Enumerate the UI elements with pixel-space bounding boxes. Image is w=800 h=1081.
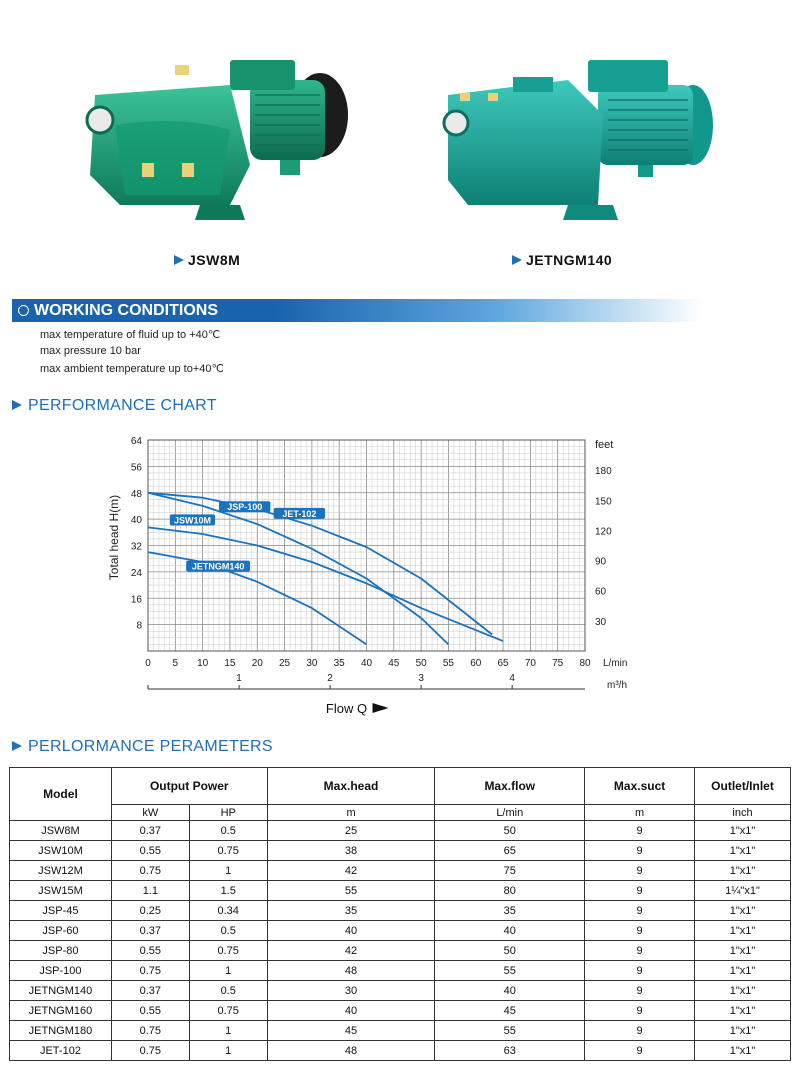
table-cell-model: JSP-80 bbox=[10, 941, 112, 961]
table-cell: 9 bbox=[585, 901, 695, 921]
table-cell: 0.75 bbox=[189, 1001, 267, 1021]
x-tick-label: 50 bbox=[415, 658, 427, 669]
x2-tick-label: 2 bbox=[327, 673, 333, 684]
unit-hp: HP bbox=[189, 805, 267, 821]
table-cell: 80 bbox=[435, 881, 585, 901]
y-tick-label: 24 bbox=[130, 567, 142, 579]
unit-kw: kW bbox=[111, 805, 189, 821]
table-cell: 0.75 bbox=[111, 1021, 189, 1041]
x-tick-label: 65 bbox=[497, 658, 509, 669]
triangle-bullet-icon bbox=[12, 741, 22, 751]
y2-tick-label: 60 bbox=[595, 586, 607, 598]
table-cell-model: JSW15M bbox=[10, 881, 112, 901]
table-cell: 9 bbox=[585, 881, 695, 901]
table-cell: 0.75 bbox=[189, 941, 267, 961]
table-cell: 0.55 bbox=[111, 841, 189, 861]
working-condition-line: max temperature of fluid up to +40℃ bbox=[40, 329, 221, 341]
table-cell: 0.25 bbox=[111, 901, 189, 921]
x-tick-label: 0 bbox=[145, 658, 151, 669]
table-cell: 1 bbox=[189, 1021, 267, 1041]
series-label: JETNGM140 bbox=[191, 561, 245, 572]
table-row bbox=[10, 1021, 791, 1041]
table-row bbox=[10, 861, 791, 881]
table-cell: 1 bbox=[189, 861, 267, 881]
table-cell: 1¼"x1" bbox=[695, 881, 791, 901]
unit-outlet: inch bbox=[695, 805, 791, 821]
x-tick-label: 55 bbox=[442, 658, 454, 669]
series-label: JSW10M bbox=[173, 515, 211, 526]
table-cell: 40 bbox=[267, 1001, 435, 1021]
table-cell-model: JSP-60 bbox=[10, 921, 112, 941]
table-cell: 9 bbox=[585, 861, 695, 881]
table-cell: 45 bbox=[435, 1001, 585, 1021]
y-tick-label: 40 bbox=[130, 515, 142, 527]
y-tick-label: 16 bbox=[130, 594, 142, 606]
arrow-icon bbox=[373, 703, 389, 713]
header-outlet-inlet: Outlet/Inlet bbox=[695, 768, 791, 805]
unit-suct: m bbox=[585, 805, 695, 821]
x-tick-label: 80 bbox=[579, 658, 591, 669]
table-cell: 9 bbox=[585, 981, 695, 1001]
y2-tick-label: 120 bbox=[595, 526, 612, 538]
product-image-jsw8m bbox=[80, 55, 365, 230]
table-cell: 40 bbox=[267, 921, 435, 941]
table-cell: 55 bbox=[435, 961, 585, 981]
table-cell: 55 bbox=[267, 881, 435, 901]
y-tick-label: 32 bbox=[130, 541, 142, 553]
performance-parameters-table bbox=[9, 767, 791, 1061]
performance-chart-heading: PERFORMANCE CHART bbox=[12, 397, 217, 415]
table-cell: 1"x1" bbox=[695, 1021, 791, 1041]
product-label-jetngm140: JETNGM140 bbox=[512, 252, 612, 268]
table-row bbox=[10, 881, 791, 901]
table-cell: 9 bbox=[585, 941, 695, 961]
table-cell-model: JSW12M bbox=[10, 861, 112, 881]
header-model: Model bbox=[10, 768, 112, 821]
table-cell: 50 bbox=[435, 821, 585, 841]
table-cell: 0.37 bbox=[111, 921, 189, 941]
table-row bbox=[10, 841, 791, 861]
table-cell-model: JSP-100 bbox=[10, 961, 112, 981]
x-tick-label: 70 bbox=[524, 658, 536, 669]
table-row bbox=[10, 941, 791, 961]
table-cell: 1"x1" bbox=[695, 961, 791, 981]
table-cell: 0.34 bbox=[189, 901, 267, 921]
table-cell: 35 bbox=[435, 901, 585, 921]
table-row bbox=[10, 1001, 791, 1021]
x-tick-label: 10 bbox=[197, 658, 209, 669]
working-condition-line: max ambient temperature up to+40℃ bbox=[40, 363, 224, 375]
product-image-jetngm140 bbox=[438, 55, 718, 230]
header-max-head: Max.head bbox=[267, 768, 435, 805]
header-max-suct: Max.suct bbox=[585, 768, 695, 805]
x-tick-label: 60 bbox=[470, 658, 482, 669]
parameters-heading: PERLORMANCE PERAMETERS bbox=[12, 738, 273, 756]
table-cell: 75 bbox=[435, 861, 585, 881]
triangle-bullet-icon bbox=[512, 255, 522, 265]
table-cell: 25 bbox=[267, 821, 435, 841]
table-cell: 1"x1" bbox=[695, 1001, 791, 1021]
table-cell-model: JETNGM140 bbox=[10, 981, 112, 1001]
table-cell: 1"x1" bbox=[695, 841, 791, 861]
x2-tick-label: 3 bbox=[418, 673, 424, 684]
y-axis-label: Total head H(m) bbox=[107, 494, 121, 581]
table-cell-model: JETNGM160 bbox=[10, 1001, 112, 1021]
y-tick-label: 56 bbox=[130, 462, 142, 474]
working-condition-line: max pressure 10 bar bbox=[40, 345, 141, 357]
y2-tick-label: 90 bbox=[595, 556, 607, 568]
table-cell: 45 bbox=[267, 1021, 435, 1041]
table-cell: 65 bbox=[435, 841, 585, 861]
table-cell: 48 bbox=[267, 961, 435, 981]
product-label-jsw8m: JSW8M bbox=[174, 252, 240, 268]
working-conditions-title: WORKING CONDITIONS bbox=[34, 302, 218, 319]
x-tick-label: 35 bbox=[333, 658, 345, 669]
unit-head: m bbox=[267, 805, 435, 821]
y-tick-label: 48 bbox=[130, 488, 142, 500]
y2-tick-label: 180 bbox=[595, 466, 612, 478]
table-row bbox=[10, 901, 791, 921]
table-cell: 42 bbox=[267, 861, 435, 881]
y2-tick-label: 30 bbox=[595, 616, 607, 628]
x-tick-label: 30 bbox=[306, 658, 318, 669]
x-unit-label: L/min bbox=[603, 658, 628, 669]
table-cell-model: JSW10M bbox=[10, 841, 112, 861]
table-cell: 40 bbox=[435, 921, 585, 941]
table-row bbox=[10, 961, 791, 981]
table-cell: 0.5 bbox=[189, 921, 267, 941]
table-cell: 1.5 bbox=[189, 881, 267, 901]
series-label: JET-102 bbox=[282, 508, 317, 519]
table-cell: 0.37 bbox=[111, 821, 189, 841]
x2-tick-label: 4 bbox=[509, 673, 515, 684]
table-cell: 0.75 bbox=[111, 861, 189, 881]
table-cell: 0.5 bbox=[189, 821, 267, 841]
table-cell: 48 bbox=[267, 1041, 435, 1061]
table-cell: 55 bbox=[435, 1021, 585, 1041]
x-tick-label: 5 bbox=[172, 658, 179, 669]
table-cell: 9 bbox=[585, 1001, 695, 1021]
unit-flow: L/min bbox=[435, 805, 585, 821]
table-cell: 38 bbox=[267, 841, 435, 861]
y-tick-label: 8 bbox=[136, 620, 142, 632]
table-cell: 1"x1" bbox=[695, 981, 791, 1001]
triangle-bullet-icon bbox=[174, 255, 184, 265]
table-cell: 35 bbox=[267, 901, 435, 921]
x-axis-label: Flow Q bbox=[325, 701, 368, 716]
table-cell: 1 bbox=[189, 961, 267, 981]
table-cell: 1 bbox=[189, 1041, 267, 1061]
table-cell-model: JETNGM180 bbox=[10, 1021, 112, 1041]
series-line bbox=[148, 527, 503, 641]
y2-tick-label: 150 bbox=[595, 496, 612, 508]
table-cell: 0.5 bbox=[189, 981, 267, 1001]
y-tick-label: 64 bbox=[130, 436, 142, 447]
table-row bbox=[10, 821, 791, 841]
x-tick-label: 20 bbox=[251, 658, 263, 669]
x-tick-label: 40 bbox=[360, 658, 373, 669]
table-cell: 42 bbox=[267, 941, 435, 961]
table-cell-model: JSW8M bbox=[10, 821, 112, 841]
x-tick-label: 15 bbox=[224, 658, 236, 669]
triangle-bullet-icon bbox=[12, 400, 22, 410]
table-cell: 9 bbox=[585, 1041, 695, 1061]
table-cell: 30 bbox=[267, 981, 435, 1001]
table-cell: 40 bbox=[435, 981, 585, 1001]
table-cell-model: JSP-45 bbox=[10, 901, 112, 921]
table-cell: 0.55 bbox=[111, 1001, 189, 1021]
table-cell: 9 bbox=[585, 961, 695, 981]
x-tick-label: 25 bbox=[279, 658, 291, 669]
table-cell: 9 bbox=[585, 841, 695, 861]
table-cell: 1"x1" bbox=[695, 821, 791, 841]
table-cell: 1"x1" bbox=[695, 921, 791, 941]
table-row bbox=[10, 921, 791, 941]
table-cell: 50 bbox=[435, 941, 585, 961]
table-cell: 0.75 bbox=[189, 841, 267, 861]
table-cell-model: JET-102 bbox=[10, 1041, 112, 1061]
table-cell: 1"x1" bbox=[695, 1041, 791, 1061]
table-cell: 1"x1" bbox=[695, 901, 791, 921]
x-tick-label: 45 bbox=[388, 658, 400, 669]
table-cell: 63 bbox=[435, 1041, 585, 1061]
table-cell: 0.55 bbox=[111, 941, 189, 961]
table-cell: 1"x1" bbox=[695, 941, 791, 961]
x-tick-label: 75 bbox=[552, 658, 564, 669]
circle-bullet-icon bbox=[18, 305, 29, 316]
table-cell: 9 bbox=[585, 821, 695, 841]
table-cell: 0.37 bbox=[111, 981, 189, 1001]
x2-tick-label: 1 bbox=[236, 673, 242, 684]
header-max-flow: Max.flow bbox=[435, 768, 585, 805]
series-label: JSP-100 bbox=[227, 502, 263, 513]
table-cell: 1.1 bbox=[111, 881, 189, 901]
table-cell: 0.75 bbox=[111, 1041, 189, 1061]
table-row bbox=[10, 1041, 791, 1061]
header-output-power: Output Power bbox=[111, 768, 267, 805]
performance-chart bbox=[100, 430, 660, 725]
table-cell: 9 bbox=[585, 1021, 695, 1041]
x2-unit-label: m³/h bbox=[607, 680, 627, 691]
table-cell: 0.75 bbox=[111, 961, 189, 981]
y2-unit-label: feet bbox=[595, 439, 614, 451]
table-cell: 9 bbox=[585, 921, 695, 941]
table-row bbox=[10, 981, 791, 1001]
table-cell: 1"x1" bbox=[695, 861, 791, 881]
